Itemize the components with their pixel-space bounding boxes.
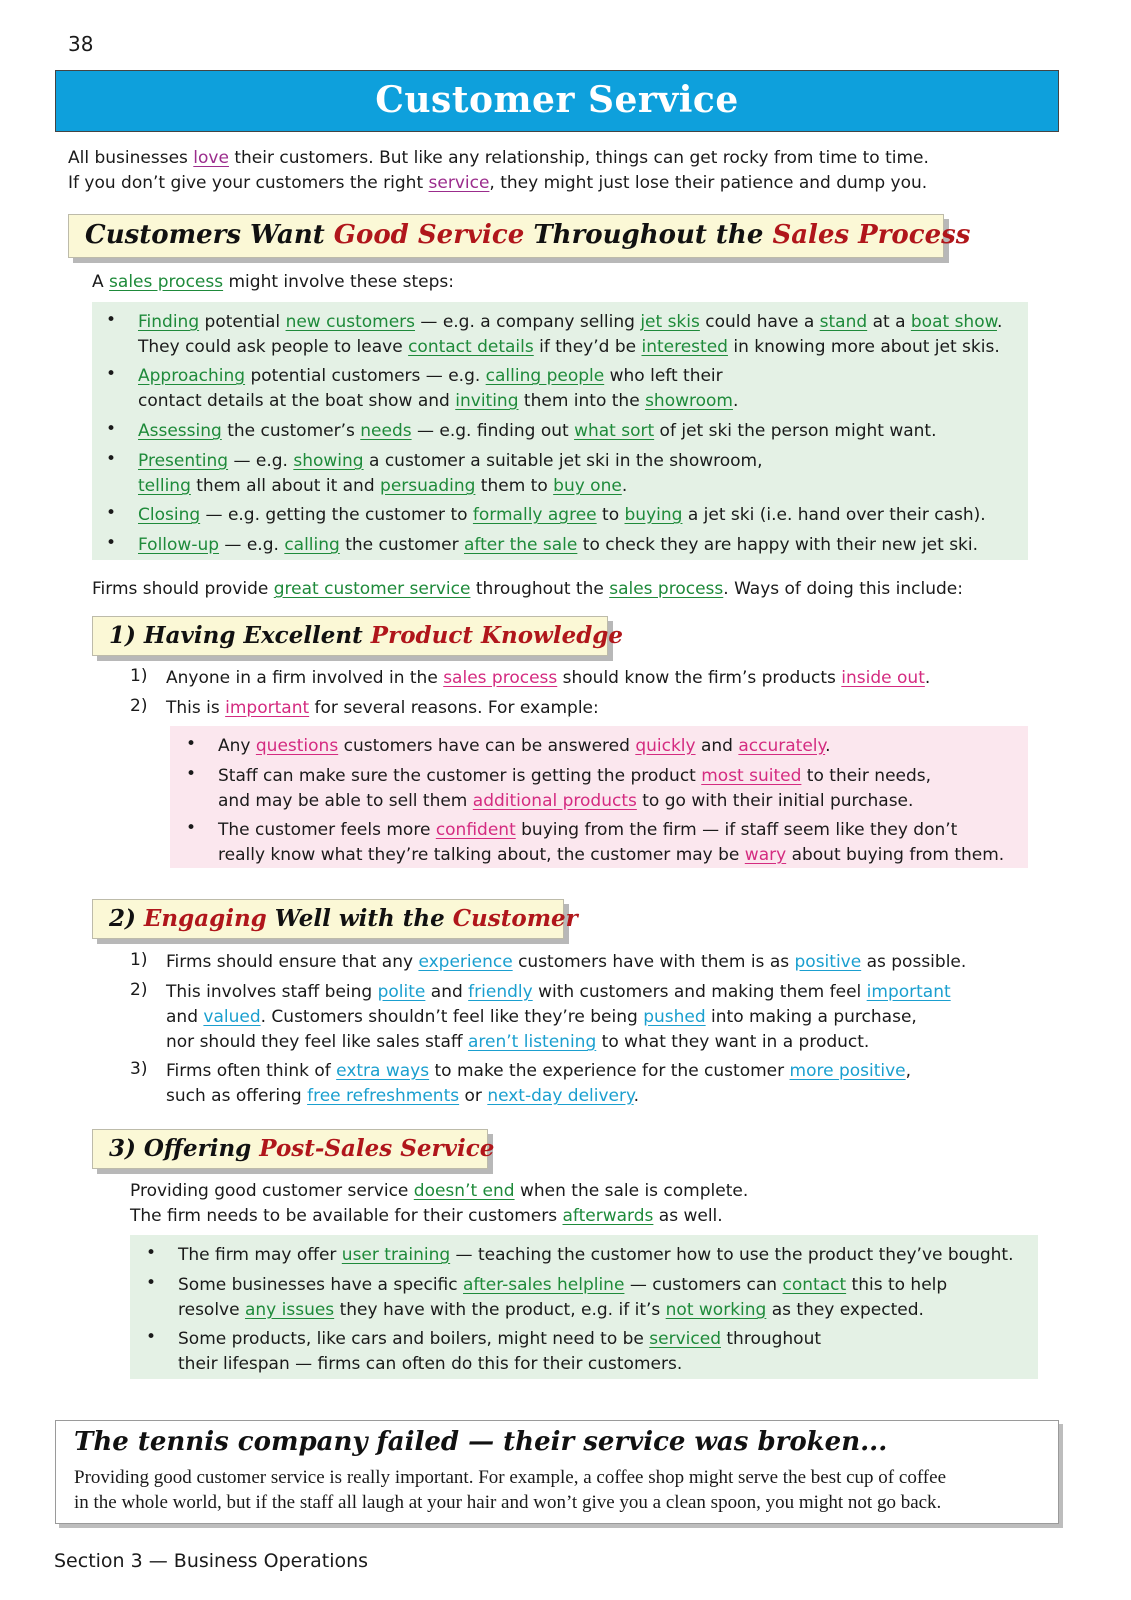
sales-intro: A sales process might involve these steps:	[92, 272, 454, 292]
firms-line: Firms should provide great customer service throughout the sales process. Ways of doing this include:	[92, 579, 963, 599]
list-number: 1)	[130, 950, 148, 970]
title-banner	[55, 70, 1059, 132]
step-follow-up: Follow-up — e.g. calling the customer after the sale to check they are happy with their new jet ski.	[138, 535, 979, 555]
bullet: •	[146, 1243, 157, 1263]
product-knowledge-heading-box	[92, 616, 624, 656]
eng-line-2: This involves staff being polite and friendly with customers and making them feel important	[166, 982, 951, 1002]
bullet: •	[106, 310, 117, 330]
pk-bullet-2: Staff can make sure the customer is getting the product most suited to their needs,	[218, 766, 932, 786]
step-approaching-cont: contact details at the boat show and inviting them into the showroom.	[138, 391, 739, 411]
post-line-1: Providing good customer service doesn’t end when the sale is complete.	[130, 1181, 749, 1201]
post-sales-heading: 3) Offering Post-Sales Service	[109, 1135, 495, 1162]
step-presenting: Presenting — e.g. showing a customer a suitable jet ski in the showroom,	[138, 451, 763, 471]
bullet: •	[186, 818, 197, 838]
post-bullet-3-cont: their lifespan — firms can often do this for their customers.	[178, 1354, 683, 1374]
step-assessing: Assessing the customer’s needs — e.g. finding out what sort of jet ski the person might want.	[138, 421, 937, 441]
page-number: 38	[68, 32, 94, 56]
pk-bullet-3: The customer feels more confident buying from the firm — if staff seem like they don’t	[218, 820, 958, 840]
bullet: •	[146, 1327, 157, 1347]
summary-line-1: Providing good customer service is really important. For example, a coffee shop might serve the best cup of coffee	[74, 1467, 946, 1488]
pk-bullet-1: Any questions customers have can be answered quickly and accurately.	[218, 736, 831, 756]
summary-box	[55, 1420, 1059, 1524]
list-number: 2)	[130, 696, 148, 716]
intro-line-1: All businesses love their customers. But like any relationship, things can get rocky from time to time.	[68, 148, 929, 168]
summary-line-2: in the whole world, but if the staff all laugh at your hair and won’t give you a clean spoon, you might not go back.	[74, 1492, 942, 1513]
list-number: 1)	[130, 666, 148, 686]
bullet: •	[106, 503, 117, 523]
sales-process-heading-box	[68, 214, 971, 258]
bullet: •	[146, 1273, 157, 1293]
bullet: •	[186, 734, 197, 754]
eng-line-3: Firms often think of extra ways to make the experience for the customer more positive,	[166, 1061, 912, 1081]
pk-line-1: Anyone in a firm involved in the sales process should know the firm’s products inside out.	[166, 668, 931, 688]
page-title: Customer Service	[375, 79, 739, 121]
post-line-2: The firm needs to be available for their customers afterwards as well.	[130, 1206, 723, 1226]
engaging-heading: 2) Engaging Well with the Customer	[109, 905, 578, 932]
step-closing: Closing — e.g. getting the customer to formally agree to buying a jet ski (i.e. hand over their cash).	[138, 505, 986, 525]
step-finding-cont: They could ask people to leave contact details if they’d be interested in knowing more about jet skis.	[138, 337, 1000, 357]
bullet: •	[186, 764, 197, 784]
keyword: love	[193, 148, 229, 168]
eng-line-2-cont2: nor should they feel like sales staff aren’t listening to what they want in a product.	[166, 1032, 870, 1052]
step-presenting-cont: telling them all about it and persuading them to buy one.	[138, 476, 628, 496]
post-bullet-1: The firm may offer user training — teaching the customer how to use the product they’ve bought.	[178, 1245, 1014, 1265]
post-bullet-3: Some products, like cars and boilers, might need to be serviced throughout	[178, 1329, 822, 1349]
pk-line-2: This is important for several reasons. For example:	[166, 698, 599, 718]
pk-bullet-3-cont: really know what they’re talking about, the customer may be wary about buying from them.	[218, 845, 1005, 865]
bullet: •	[106, 533, 117, 553]
engaging-heading-box	[92, 899, 578, 939]
post-sales-heading-box	[92, 1129, 495, 1169]
summary-title: The tennis company failed — their service was broken...	[74, 1427, 888, 1457]
bullet: •	[106, 364, 117, 384]
bullet: •	[106, 419, 117, 439]
product-knowledge-heading: 1) Having Excellent Product Knowledge	[109, 622, 624, 649]
eng-line-1: Firms should ensure that any experience customers have with them is as positive as possible.	[166, 952, 967, 972]
section-footer: Section 3 — Business Operations	[54, 1550, 369, 1572]
step-finding: Finding potential new customers — e.g. a company selling jet skis could have a stand at a boat show.	[138, 312, 1003, 332]
intro-line-2: If you don’t give your customers the right service, they might just lose their patience and dump you.	[68, 173, 928, 193]
post-bullet-2-cont: resolve any issues they have with the product, e.g. if it’s not working as they expected.	[178, 1300, 924, 1320]
list-number: 2)	[130, 980, 148, 1000]
keyword: service	[428, 173, 490, 193]
bullet: •	[106, 449, 117, 469]
pk-bullet-2-cont: and may be able to sell them additional products to go with their initial purchase.	[218, 791, 914, 811]
eng-line-2-cont: and valued. Customers shouldn’t feel like they’re being pushed into making a purchase,	[166, 1007, 917, 1027]
eng-line-3-cont: such as offering free refreshments or next-day delivery.	[166, 1086, 640, 1106]
sales-process-heading: Customers Want Good Service Throughout the Sales Process	[85, 220, 971, 250]
step-approaching: Approaching potential customers — e.g. calling people who left their	[138, 366, 723, 386]
list-number: 3)	[130, 1059, 148, 1079]
post-bullet-2: Some businesses have a specific after-sales helpline — customers can contact this to help	[178, 1275, 948, 1295]
